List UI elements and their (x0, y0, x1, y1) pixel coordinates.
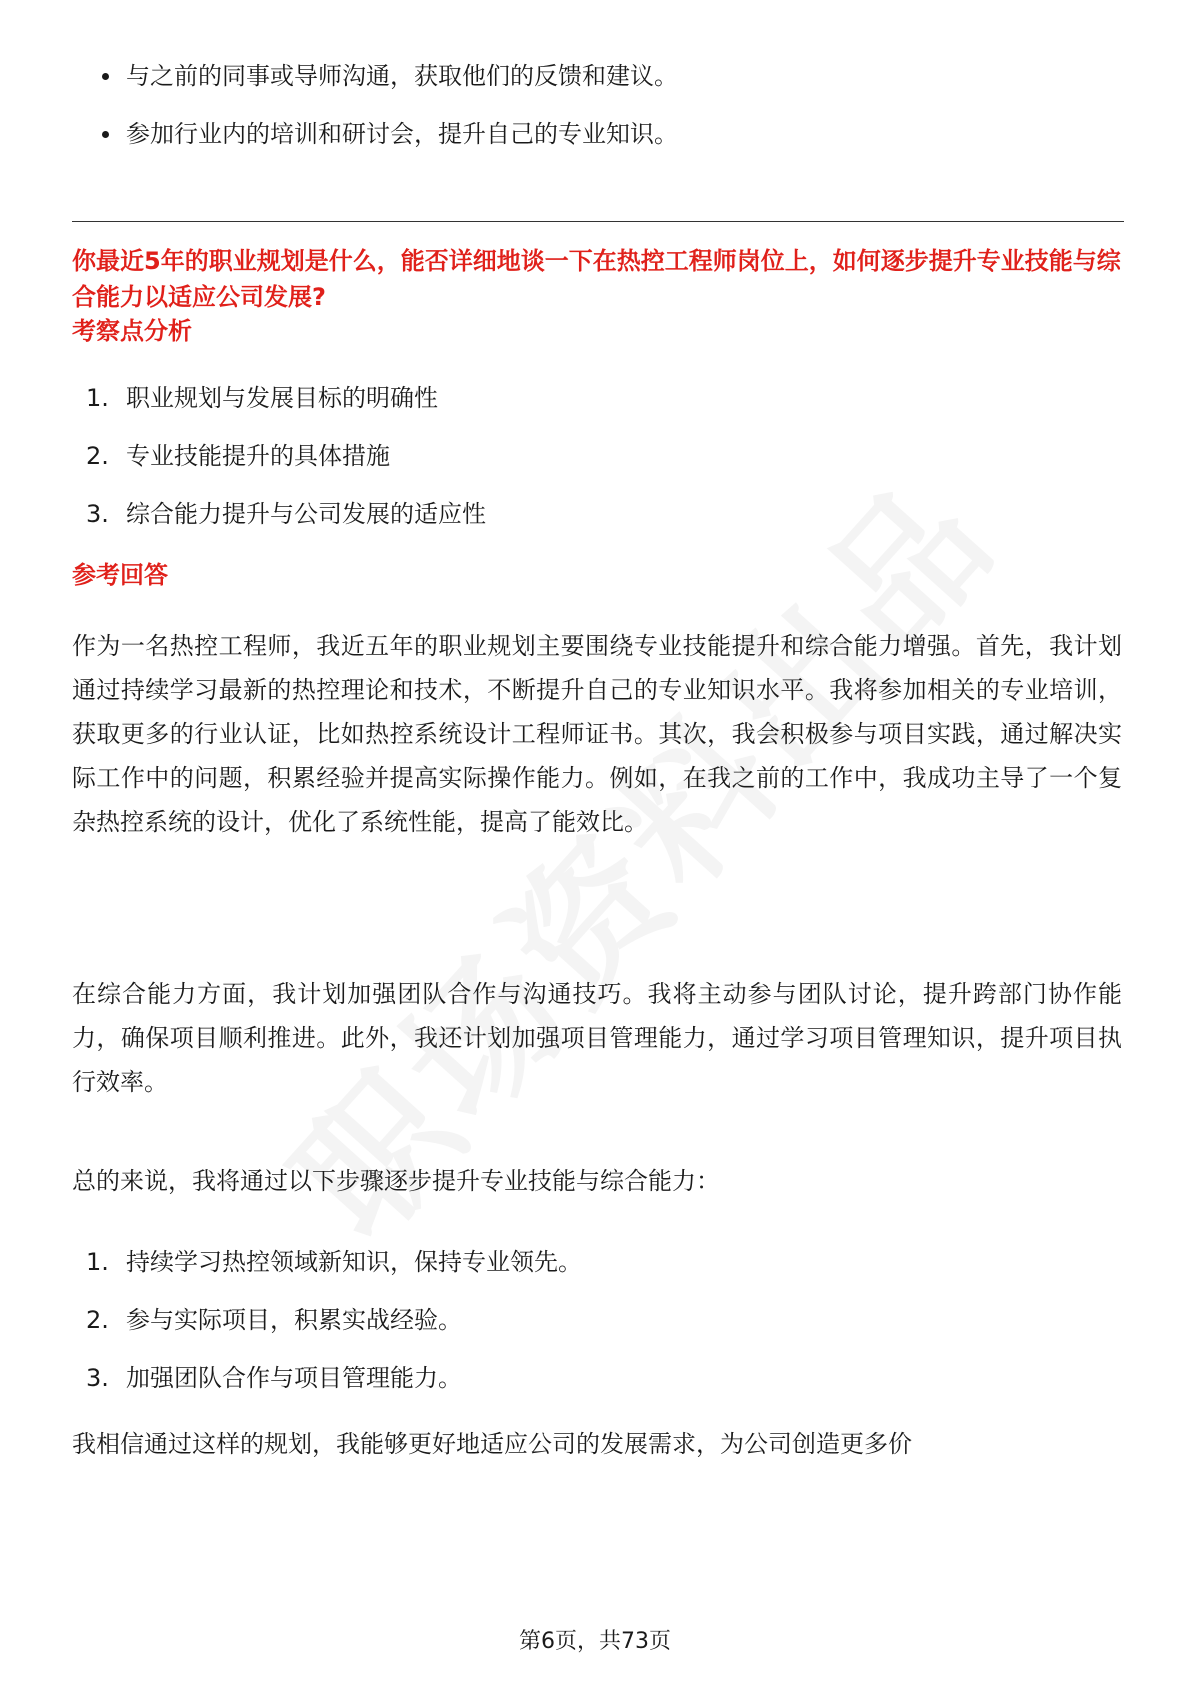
analysis-title: 考察点分析 (72, 317, 192, 345)
list-item (86, 1362, 1116, 1394)
list-item (102, 60, 1112, 92)
bullet-dot-icon (102, 73, 109, 80)
list-item (86, 1246, 1116, 1278)
list-item-text: 加强团队合作与项目管理能力。 (126, 1364, 462, 1392)
list-item (86, 440, 1116, 472)
top-bullet-list (102, 60, 1112, 176)
page-number: 第6页，共73页 (519, 1629, 671, 1654)
section-divider (72, 221, 1124, 222)
list-item-number: 2. (86, 442, 109, 470)
list-item-text: 职业规划与发展目标的明确性 (126, 384, 438, 412)
list-item (86, 498, 1116, 530)
answer-paragraph: 我相信通过这样的规划，我能够更好地适应公司的发展需求，为公司创造更多价 (72, 1430, 912, 1458)
list-item-text: 与之前的同事或导师沟通，获取他们的反馈和建议。 (126, 62, 678, 90)
answer-paragraph: 作为一名热控工程师，我近五年的职业规划主要围绕专业技能提升和综合能力增强。首先，我计划通过持续学习最新的热控理论和技术，不断提升自己的专业知识水平。我将参加相关的专业培训，获取更多的行业认证，比如热控系统设计工程师证书。其次，我会积极参与项目实践，通过解决实际工作中的问题，积累经验并提高实际操作能力。例如，在我之前的工作中，我成功主导了一个复杂热控系统的设计，优化了系统性能，提高了能效比。 (72, 632, 1122, 836)
list-item (102, 118, 1112, 150)
list-item (86, 1304, 1116, 1336)
answer-title: 参考回答 (72, 561, 168, 589)
list-item-text: 参与实际项目，积累实战经验。 (126, 1306, 462, 1334)
list-item-number: 1. (86, 384, 109, 412)
answer-paragraph: 在综合能力方面，我计划加强团队合作与沟通技巧。我将主动参与团队讨论，提升跨部门协作能力，确保项目顺利推进。此外，我还计划加强项目管理能力，通过学习项目管理知识，提升项目执行效率。 (72, 980, 1122, 1096)
analysis-list (86, 382, 1116, 556)
list-item-number: 3. (86, 1364, 109, 1392)
list-item-text: 专业技能提升的具体措施 (126, 442, 390, 470)
answer-paragraph: 总的来说，我将通过以下步骤逐步提升专业技能与综合能力： (72, 1167, 720, 1195)
list-item-number: 1. (86, 1248, 109, 1276)
watermark (239, 461, 1002, 1274)
list-item-number: 2. (86, 1306, 109, 1334)
list-item-text: 持续学习热控领域新知识，保持专业领先。 (126, 1248, 582, 1276)
list-item-text: 参加行业内的培训和研讨会，提升自己的专业知识。 (126, 120, 678, 148)
list-item-number: 3. (86, 500, 109, 528)
list-item-text: 综合能力提升与公司发展的适应性 (126, 500, 486, 528)
steps-list (86, 1246, 1116, 1420)
bullet-dot-icon (102, 131, 109, 138)
question-heading: 你最近5年的职业规划是什么，能否详细地谈一下在热控工程师岗位上，如何逐步提升专业技能与综合能力以适应公司发展? (72, 247, 1121, 311)
list-item (86, 382, 1116, 414)
